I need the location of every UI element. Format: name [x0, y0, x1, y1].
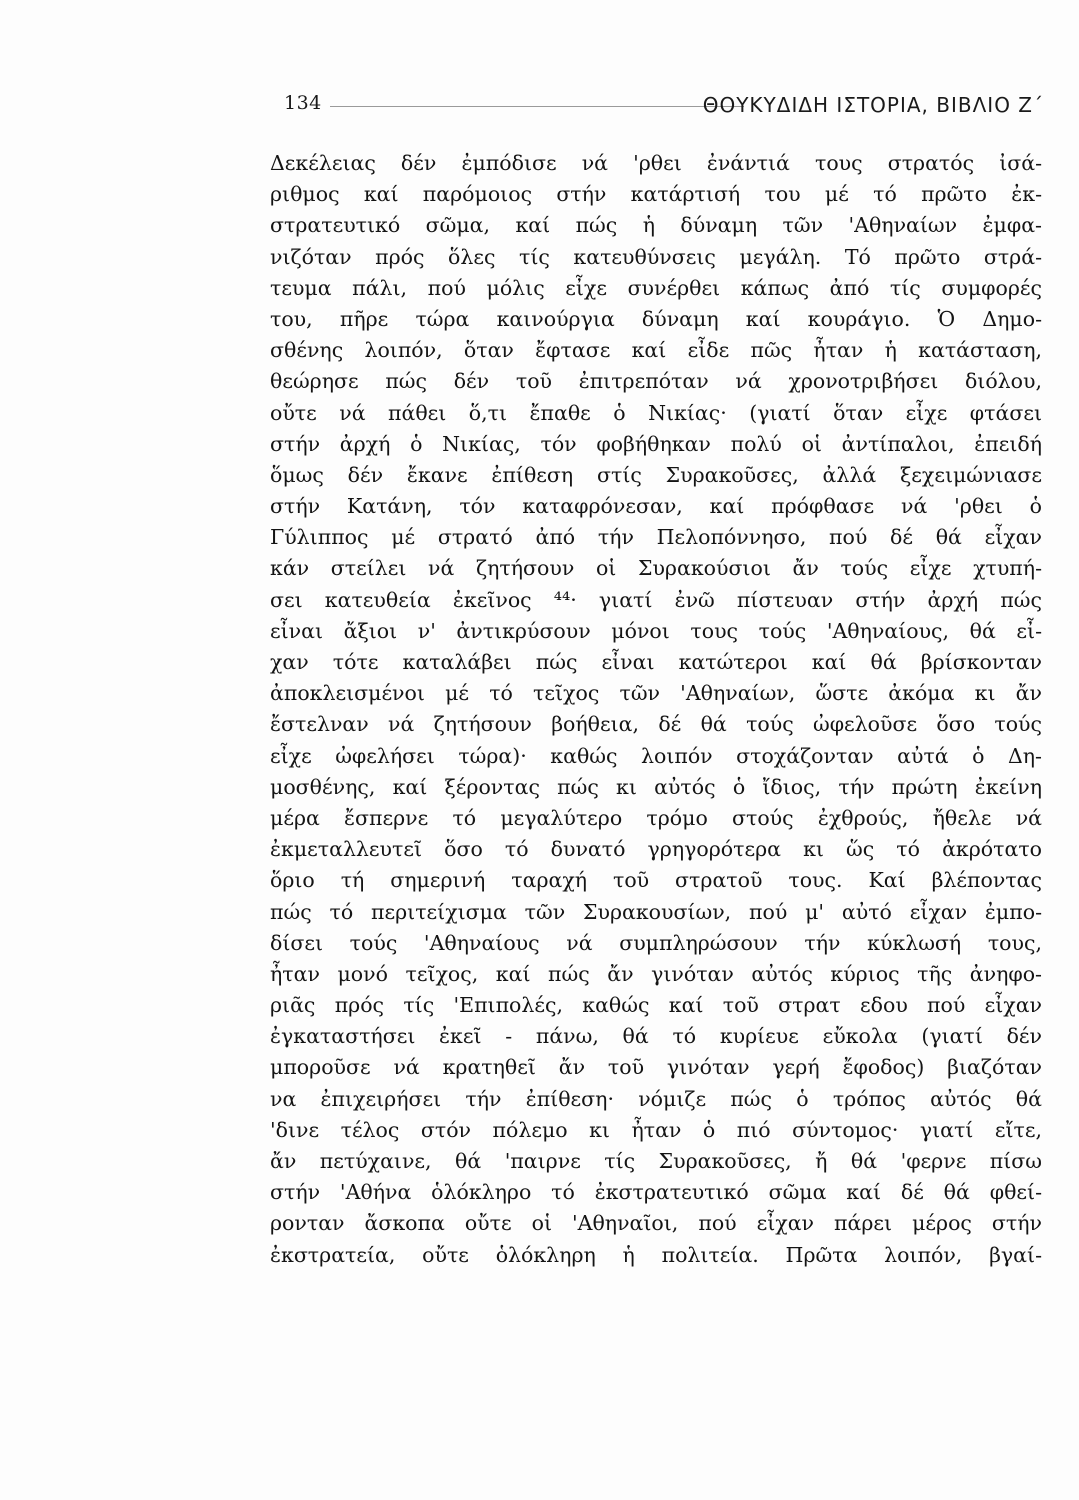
text-line: θεώρησε πώς δέν τοῦ ἐπιτρεπόταν νά χρονοτριβήσει διόλου,	[270, 369, 1042, 394]
text-line: εἶχε ὠφελήσει τώρα)· καθώς λοιπόν στοχάζονταν αὐτά ὁ Δη-	[270, 743, 1042, 768]
text-line: μέρα ἔσπερνε τό μεγαλύτερο τρόμο στούς ἐχθρούς, ἤθελε νά	[270, 805, 1042, 830]
text-line: ριθμος καί παρόμοιος στήν κατάρτισή του μέ τό πρῶτο ἐκ-	[270, 182, 1042, 207]
text-line: ἐκμεταλλευτεῖ ὅσο τό δυνατό γρηγορότερα κι ὥς τό ἀκρότατο	[270, 837, 1042, 862]
text-line: μοσθένης, καί ξέροντας πώς κι αὐτός ὁ ἴδιος, τήν πρώτη ἐκείνη	[270, 774, 1042, 799]
text-line: δίσει τούς 'Αθηναίους νά συμπληρώσουν τήν κύκλωσή τους,	[270, 930, 1042, 955]
text-line: τευμα πάλι, πού μόλις εἶχε συνέρθει κάπως ἀπό τίς συμφορές	[270, 275, 1042, 300]
text-line: ὅμως δέν ἔκανε ἐπίθεση στίς Συρακοῦσες, ἀλλά ξεχειμώνιασε	[270, 462, 1042, 487]
body-text	[270, 148, 1042, 1271]
text-line: οὔτε νά πάθει ὅ,τι ἔπαθε ὁ Νικίας· (γιατί ὅταν εἶχε φτάσει	[270, 400, 1042, 425]
text-line: ὅριο τή σημερινή ταραχή τοῦ στρατοῦ τους. Καί βλέποντας	[270, 868, 1042, 893]
text-line: Δεκέλειας δέν ἐμπόδισε νά 'ρθει ἐνάντιά τους στρατός ἰσά-	[270, 151, 1042, 175]
text-line: ἔστελναν νά ζητήσουν βοήθεια, δέ θά τούς ὠφελοῦσε ὅσο τούς	[270, 712, 1042, 737]
text-line: στρατευτικό σῶμα, καί πώς ἡ δύναμη τῶν 'Αθηναίων ἐμφα-	[270, 213, 1042, 238]
page-header	[284, 92, 1044, 122]
text-line: Γύλιππος μέ στρατό ἀπό τήν Πελοπόννησο, πού δέ θά εἶχαν	[270, 525, 1042, 550]
text-line: ἐκστρατεία, οὔτε ὁλόκληρη ἡ πολιτεία. Πρῶτα λοιπόν, βγαί-	[270, 1242, 1042, 1267]
text-line: πώς τό περιτείχισμα τῶν Συρακουσίων, πού μ' αὐτό εἶχαν ἐμπο-	[270, 899, 1042, 924]
text-line: του, πῆρε τώρα καινούργια δύναμη καί κουράγιο. Ὁ Δημο-	[270, 306, 1042, 331]
text-line: στήν ἀρχή ὁ Νικίας, τόν φοβήθηκαν πολύ οἱ ἀντίπαλοι, ἐπειδή	[270, 431, 1042, 456]
text-line: μποροῦσε νά κρατηθεῖ ἄν τοῦ γινόταν γερή ἔφοδος) βιαζόταν	[270, 1055, 1042, 1080]
page-number: 134	[284, 92, 322, 114]
text-line: ἐγκαταστήσει ἐκεῖ - πάνω, θά τό κυρίευε εὔκολα (γιατί δέν	[270, 1024, 1042, 1049]
text-line: στήν Κατάνη, τόν καταφρόνεσαν, καί πρόφθασε νά 'ρθει ὁ	[270, 494, 1042, 519]
text-line: 'δινε τέλος στόν πόλεμο κι ἦταν ὁ πιό σύντομος· γιατί εἴτε,	[270, 1117, 1042, 1142]
text-line: ριᾶς πρός τίς 'Επιπολές, καθώς καί τοῦ στρατ εδου πού εἶχαν	[270, 993, 1042, 1018]
text-line: κάν στείλει νά ζητήσουν οἱ Συρακούσιοι ἄν τούς εἶχε χτυπή-	[270, 556, 1042, 581]
text-line: ἦταν μονό τεῖχος, καί πώς ἄν γινόταν αὐτός κύριος τῆς ἀνηφο-	[270, 961, 1042, 986]
text-line: εἶναι ἄξιοι ν' ἀντικρύσουν μόνοι τους τούς 'Αθηναίους, θά εἶ-	[270, 618, 1042, 643]
text-line: χαν τότε καταλάβει πώς εἶναι κατώτεροι καί θά βρίσκονταν	[270, 650, 1042, 674]
text-line: ρονταν ἄσκοπα οὔτε οἱ 'Αθηναῖοι, πού εἶχαν πάρει μέρος στήν	[270, 1211, 1042, 1236]
text-line: νιζόταν πρός ὅλες τίς κατευθύνσεις μεγάλη. Τό πρῶτο στρά-	[270, 244, 1042, 269]
text-line: σθένης λοιπόν, ὅταν ἔφτασε καί εἶδε πῶς ἦταν ἡ κατάσταση,	[270, 338, 1042, 363]
header-rule	[330, 106, 744, 107]
text-line: ἀποκλεισμένοι μέ τό τεῖχος τῶν 'Αθηναίων, ὥστε ἀκόμα κι ἄν	[270, 681, 1042, 706]
text-line: στήν 'Αθήνα ὁλόκληρο τό ἐκστρατευτικό σῶμα καί δέ θά φθεί-	[270, 1180, 1042, 1205]
text-line: σει κατευθεία ἐκεῖνος ⁴⁴· γιατί ἐνῶ πίστευαν στήν ἀρχή πώς	[270, 587, 1042, 612]
text-line: να ἐπιχειρήσει τήν ἐπίθεση· νόμιζε πώς ὁ τρόπος αὐτός θά	[270, 1086, 1042, 1111]
text-line: ἄν πετύχαινε, θά 'παιρνε τίς Συρακοῦσες, ἤ θά 'φερνε πίσω	[270, 1149, 1042, 1173]
running-title: ΘΟΥΚΥΔΙΔΗ ΙΣΤΟΡΙΑ, ΒΙΒΛΙΟ Ζ΄	[702, 93, 1044, 117]
